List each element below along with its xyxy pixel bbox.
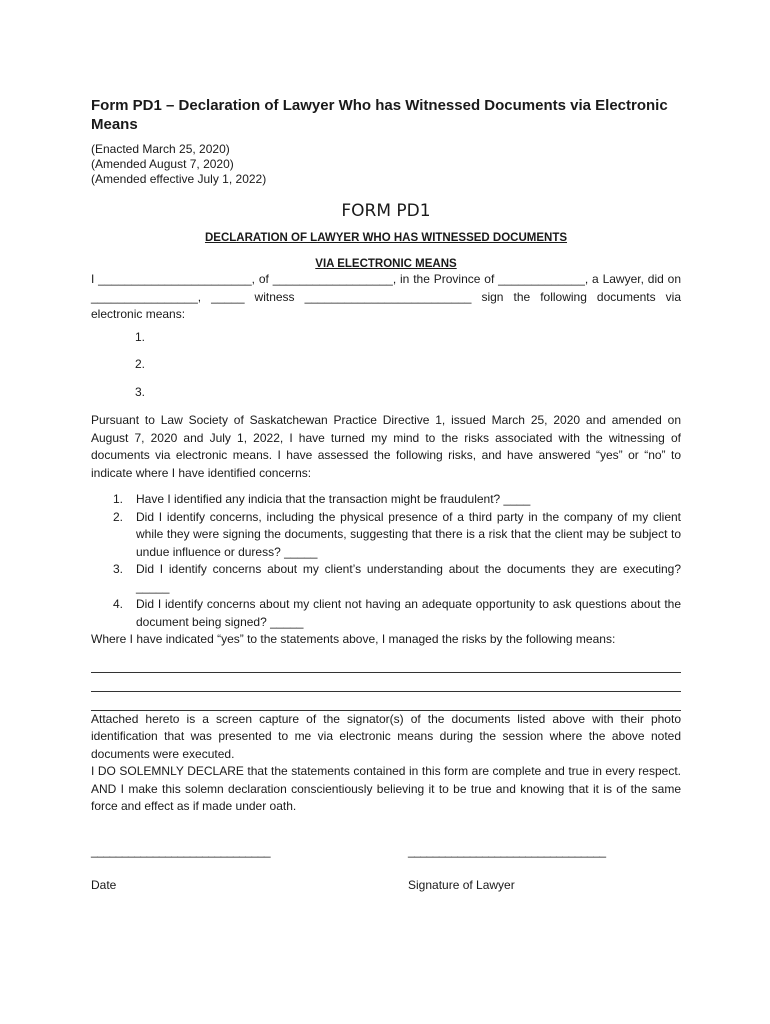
intro-paragraph: I _______________________, of __________________, in the Province of _____________, a Lawyer, did on ________________, _____ witness _________________________ sign the following documents via electronic means:	[91, 272, 681, 321]
risk-question-list	[91, 491, 681, 631]
list-item	[91, 561, 681, 596]
date-label: Date	[91, 877, 117, 892]
signature-label: Signature of Lawyer	[408, 877, 515, 892]
declaration-paragraph: I DO SOLEMNLY DECLARE that the statements contained in this form are complete and true in every respect. AND I make this solemn declaration conscientiously believing it to be true and knowing that it is of the same force and effect as if made under oath.	[91, 764, 681, 813]
enactment-history	[91, 142, 681, 187]
form-heading: FORM PD1	[341, 201, 431, 221]
list-item	[91, 509, 681, 562]
risk-number: 2.	[113, 509, 124, 524]
risk-number: 4.	[113, 597, 124, 611]
signature-labels	[91, 878, 681, 894]
list-item: 1.	[135, 329, 146, 344]
risk-question: Did I identify concerns, including the physical presence of a third party in the company of my client while they were signing the documents, suggesting that there is a risk that the client may be subject to undue influence or duress? _____	[136, 509, 681, 559]
risk-number: 3.	[113, 562, 124, 576]
history-enacted: (Enacted March 25, 2020)	[91, 142, 230, 156]
risk-number: 1.	[113, 492, 124, 506]
document-title: Form PD1 – Declaration of Lawyer Who has Witnessed Documents via Electronic Means	[91, 97, 668, 133]
document-list	[91, 330, 681, 413]
pursuant-paragraph: Pursuant to Law Society of Saskatchewan Practice Directive 1, issued March 25, 2020 and amended on August 7, 2020 and July 1, 2022, I have turned my mind to the risks associated with the witnessing of documents via electronic means. I have assessed the following risks, and have answered “yes” or “no” to indicate where I have identified concerns:	[91, 413, 681, 480]
risk-question: Did I identify concerns about my client’s understanding about the documents they are executing? _____	[136, 562, 681, 594]
risk-question: Did I identify concerns about my client not having an adequate opportunity to ask questions about the document being signed? _____	[136, 597, 681, 629]
response-line[interactable]	[91, 672, 681, 673]
signature-lines	[91, 844, 681, 874]
signature-blank[interactable]: ________________________________	[408, 843, 606, 858]
list-item	[91, 596, 681, 631]
attachment-paragraph: Attached hereto is a screen capture of the signator(s) of the documents listed above with their photo identification that was presented to me via electronic means during the session where the above noted documents were executed.	[91, 711, 681, 761]
history-amended-1: (Amended August 7, 2020)	[91, 157, 234, 171]
risk-question: Have I identified any indicia that the transaction might be fraudulent? ____	[136, 492, 531, 506]
list-item	[91, 491, 681, 509]
risk-management-paragraph: Where I have indicated “yes” to the statements above, I managed the risks by the following means:	[91, 632, 616, 646]
history-amended-2: (Amended effective July 1, 2022)	[91, 172, 267, 186]
response-line[interactable]	[91, 691, 681, 692]
list-item: 3.	[135, 384, 146, 399]
form-subheading-line2: VIA ELECTRONIC MEANS	[315, 258, 457, 270]
list-item: 2.	[135, 357, 146, 371]
document-page	[91, 96, 681, 894]
date-blank[interactable]: _____________________________	[91, 843, 271, 858]
form-subheading-line1: DECLARATION OF LAWYER WHO HAS WITNESSED DOCUMENTS	[204, 232, 568, 244]
